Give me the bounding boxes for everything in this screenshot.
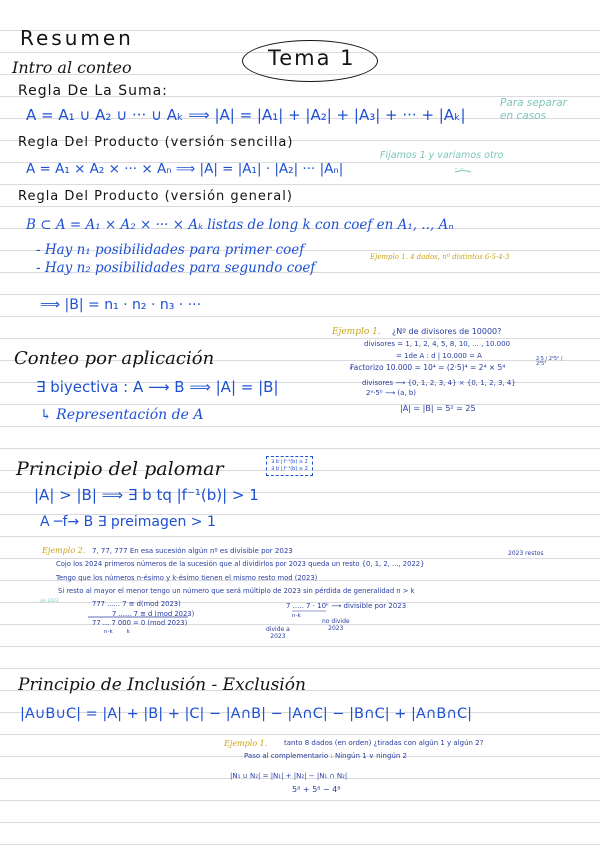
summary-title: Resumen (20, 26, 134, 50)
sum-rule-note: Para separar en casos (500, 97, 567, 122)
pigeonhole-line-e6b: n-k k (104, 629, 130, 635)
pigeonhole-box: ∃ b | f⁻¹(b) ≥ 2 ∃ b | f⁻¹(b) ≥ 2 (266, 456, 313, 476)
pigeonhole-line-e4: 777 ...... 7 ≡ d(mod 2023) (92, 600, 181, 608)
pigeonhole-line-1: |A| > |B| ⟹ ∃ b tq |f⁻¹(b)| > 1 (34, 486, 259, 504)
pigeonhole-example-title: Ejemplo 2. (42, 546, 86, 555)
divisors-line-4: divisores ⟶ {0, 1, 2, 3, 4} × {0, 1, 2, 3, 4} (362, 379, 516, 387)
inclusion-exclusion-title: Principio de Inclusión - Exclusión (18, 675, 306, 695)
divisors-example-title: Ejemplo 1. (332, 327, 381, 337)
bijection-line: ∃ biyectiva : A ⟶ B ⟹ |A| = |B| (36, 378, 279, 396)
product-rule-general-result: ⟹ |B| = n₁ · n₂ · n₃ · ··· (40, 297, 202, 313)
intro-heading: Intro al conteo (12, 58, 132, 77)
product-rule-general-line2: - Hay n₂ posibilidades para segundo coef (36, 260, 316, 276)
pigeonhole-title: Principio del palomar (16, 458, 224, 480)
pigeonhole-line-e7b: n-k (292, 613, 301, 619)
inclusion-example-title: Ejemplo 1. (224, 739, 268, 748)
pigeonhole-restos: 2023 restos (508, 550, 544, 557)
product-rule-simple-note: Fijamos 1 y variamos otro (380, 150, 504, 161)
pigeonhole-not-divides: no divide 2023 (322, 618, 350, 633)
pigeonhole-line-2: A ─f→ B ∃ preimagen > 1 (40, 514, 216, 530)
pigeonhole-line-e1: Cojo los 2024 primeros números de la sucesión que al dividirlos por 2023 queda un resto {0, 1, 2, ..., 2022} (56, 560, 425, 568)
divisors-line-6: |A| = |B| = 5² = 25 (400, 404, 476, 413)
representation-line: ↳ Representación de A (40, 407, 204, 423)
pigeonhole-line-e6: 77 ... 7 000 = 0 (mod 2023) (92, 619, 188, 627)
divisors-line-3b: 2·5 / 2²5² / 2³5³ (536, 356, 563, 367)
counting-by-mapping-title: Conteo por aplicación (14, 348, 215, 369)
divisors-example-question: ¿Nº de divisores de 10000? (392, 327, 502, 336)
divisors-line-1: divisores = 1, 1, 2, 4, 5, 8, 10, ... , 10.000 (364, 340, 511, 348)
pigeonhole-line-e2: Tengo que los números n-ésimo y k-ésimo tienen el mismo resto mod (2023) (56, 574, 318, 582)
product-rule-simple-note2: - - (454, 164, 464, 174)
inclusion-line-e3: 5⁸ + 5⁸ − 4⁸ (292, 785, 341, 794)
dice-example: Ejemplo 1. 4 dados, nº distintos 6·5·4·3 (370, 253, 510, 261)
divisors-line-2: = 1de A : d | 10.000 = A (396, 352, 482, 360)
pigeonhole-line-e3: Si resto al mayor el menor tengo un número que será múltiplo de 2023 sin pérdida de generalidad n > k (58, 587, 415, 595)
divisors-line-5: 2ᵃ·5ᵇ ⟶ (a, b) (366, 389, 417, 397)
sum-rule-title: Regla De La Suma: (18, 83, 168, 99)
divisors-line-3: Factorizo 10.000 = 10⁴ = (2·5)⁴ = 2⁴ × 5⁴ (350, 363, 506, 372)
product-rule-simple-title: Regla Del Producto (versión sencilla) (18, 135, 294, 150)
product-rule-general-formula: B ⊂ A = A₁ × A₂ × ··· × Aₖ listas de long k con coef en A₁, .., Aₙ (26, 217, 454, 233)
product-rule-simple-formula: A = A₁ × A₂ × ··· × Aₙ ⟹ |A| = |A₁| · |A₂| ··· |Aₙ| (26, 161, 344, 177)
pigeonhole-example-question: 7, 77, 777 En esa sucesión algún nº es divisible por 2023 (92, 547, 293, 555)
product-rule-general-line1: - Hay n₁ posibilidades para primer coef (36, 242, 305, 258)
inclusion-example-question: tanto 8 dados (en orden) ¿tiradas con algún 1 y algún 2? (284, 739, 484, 747)
pigeonhole-divides: divide a 2023 (266, 626, 290, 641)
topic-title: Tema 1 (268, 46, 356, 70)
pigeonhole-line-e7: 7 ..... 7 · 10ᵏ ⟶ divisible por 2023 (286, 602, 407, 610)
sum-rule-formula: A = A₁ ∪ A₂ ∪ ··· ∪ Aₖ ⟹ |A| = |A₁| + |A₂| + |A₃| + ··· + |Aₖ| (26, 106, 466, 124)
inclusion-exclusion-formula: |A∪B∪C| = |A| + |B| + |C| − |A∩B| − |A∩C| − |B∩C| + |A∩B∩C| (20, 706, 472, 722)
pigeonhole-line-e5: 7 ...... 7 ≡ d (mod 2023) (112, 610, 195, 618)
inclusion-line-e1: Paso al complementario : Ningún 1 ∨ ningún 2 (244, 752, 407, 760)
pigeonhole-margin-note: ∴ de 2023 (36, 599, 59, 604)
inclusion-line-e2: |N₁ ∪ N₂| = |N₁| + |N₂| − |N₁ ∩ N₂| (230, 772, 348, 780)
product-rule-general-title: Regla Del Producto (versión general) (18, 189, 293, 204)
